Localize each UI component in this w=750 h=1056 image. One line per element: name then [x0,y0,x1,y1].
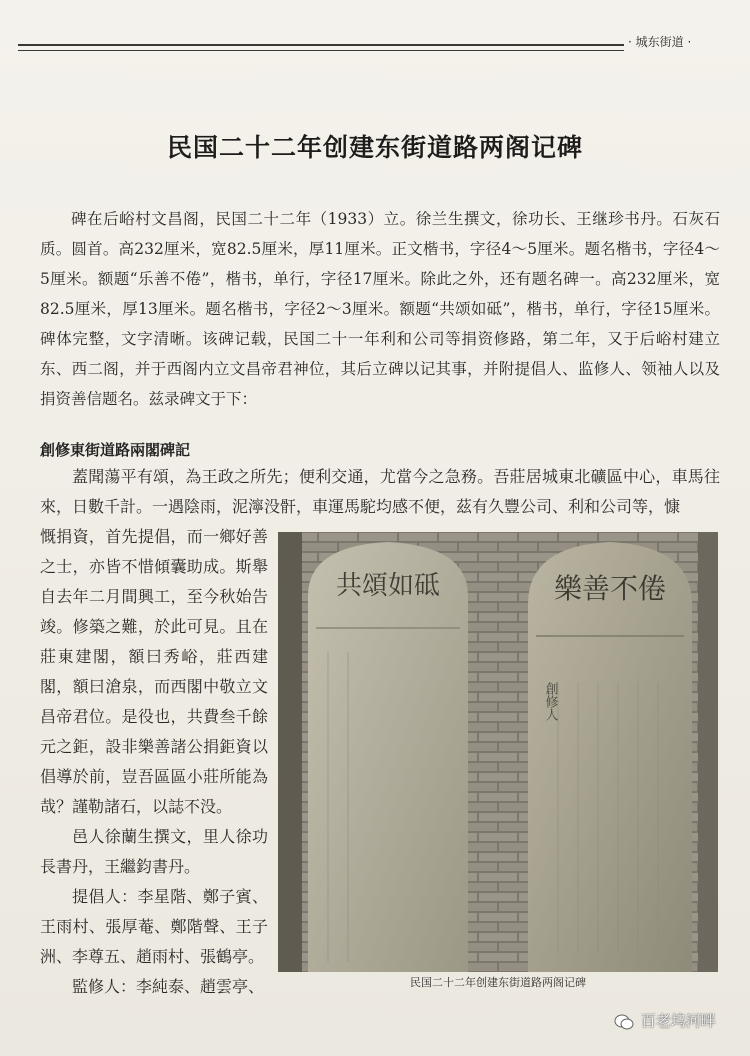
photo-caption: 民国二十二年创建东街道路两阁记碑 [410,976,586,989]
left-stele [308,542,468,972]
stele-photo [278,532,718,972]
header-rule-thin [18,50,624,51]
article-title: 民国二十二年创建东街道路两阁记碑 [166,133,583,162]
inscription-continued: 慨捐資，首先提倡，而一鄉好善之士，亦皆不惜傾囊助成。斯舉自去年二月間興工，至今秋始告竣。修築之難，於此可見。且在莊東建閣，額曰秀峪，莊西建閣，額曰滄泉，而西閣中敬立文昌帝君位。是役也，共費叁千餘元之鉅，設非樂善諸公捐鉅資以倡導於前，豈吾區區小莊所能為哉？謹勒諸石，以誌不没。 [40,527,268,816]
right-stele [528,542,692,972]
right-stele-side-label: 創修人 [542,682,558,721]
supervisors-list: 監修人：李純泰、趙雲亭、 [72,977,265,996]
intro-paragraph: 碑在后峪村文昌阁，民国二十二年（1933）立。徐兰生撰文，徐功长、王继珍书丹。石灰石质。圆首。高232厘米，宽82.5厘米，厚11厘米。正文楷书，字径4～5厘米。题名楷书，字径4～5厘米。额题“乐善不倦”，楷书，单行，字径17厘米。除此之外，还有题名碑一。高232厘米，宽82.5厘米，厚13厘米。题名楷书，字径2～3厘米。额题“共颂如砥”，楷书，单行，字径15厘米。碑体完整，文字清晰。该碑记载，民国二十一年利和公司等捐资修路，第二年，又于后峪村建立东、西二阁，并于西阁内立文昌帝君神位，其后立碑以记其事，并附提倡人、监修人、领袖人以及捐资善信题名。兹录碑文于下： [40,210,720,408]
inscription-column [40,522,268,1002]
watermark [614,1010,744,1038]
right-stele-header: 樂善不倦 [553,572,667,605]
header-rule [18,44,624,46]
proposers-list: 提倡人：李星階、鄭子賓、王雨村、張厚菴、鄭階聲、王子洲、李尊五、趙雨村、張鶴亭。 [40,887,268,966]
watermark-text: 百老坞河畔 [640,1012,716,1030]
inscription-lead-paragraph: 蓋聞蕩平有頌，為王政之所先；便利交通，尤當今之急務。吾莊居城東北礦區中心，車馬往來，日數千計。一遇陰雨，泥濘没骭，車運馬駝均感不便，茲有久豐公司、利和公司等，慷 [40,467,720,516]
inscription-title: 創修東街道路兩閣碑記 [40,441,191,459]
section-header-label: · 城东街道 · [628,35,692,49]
author-line: 邑人徐蘭生撰文，里人徐功長書丹，王繼鈞書丹。 [40,827,268,876]
wechat-icon [614,1012,634,1032]
left-stele-header: 共頌如砥 [335,571,441,601]
